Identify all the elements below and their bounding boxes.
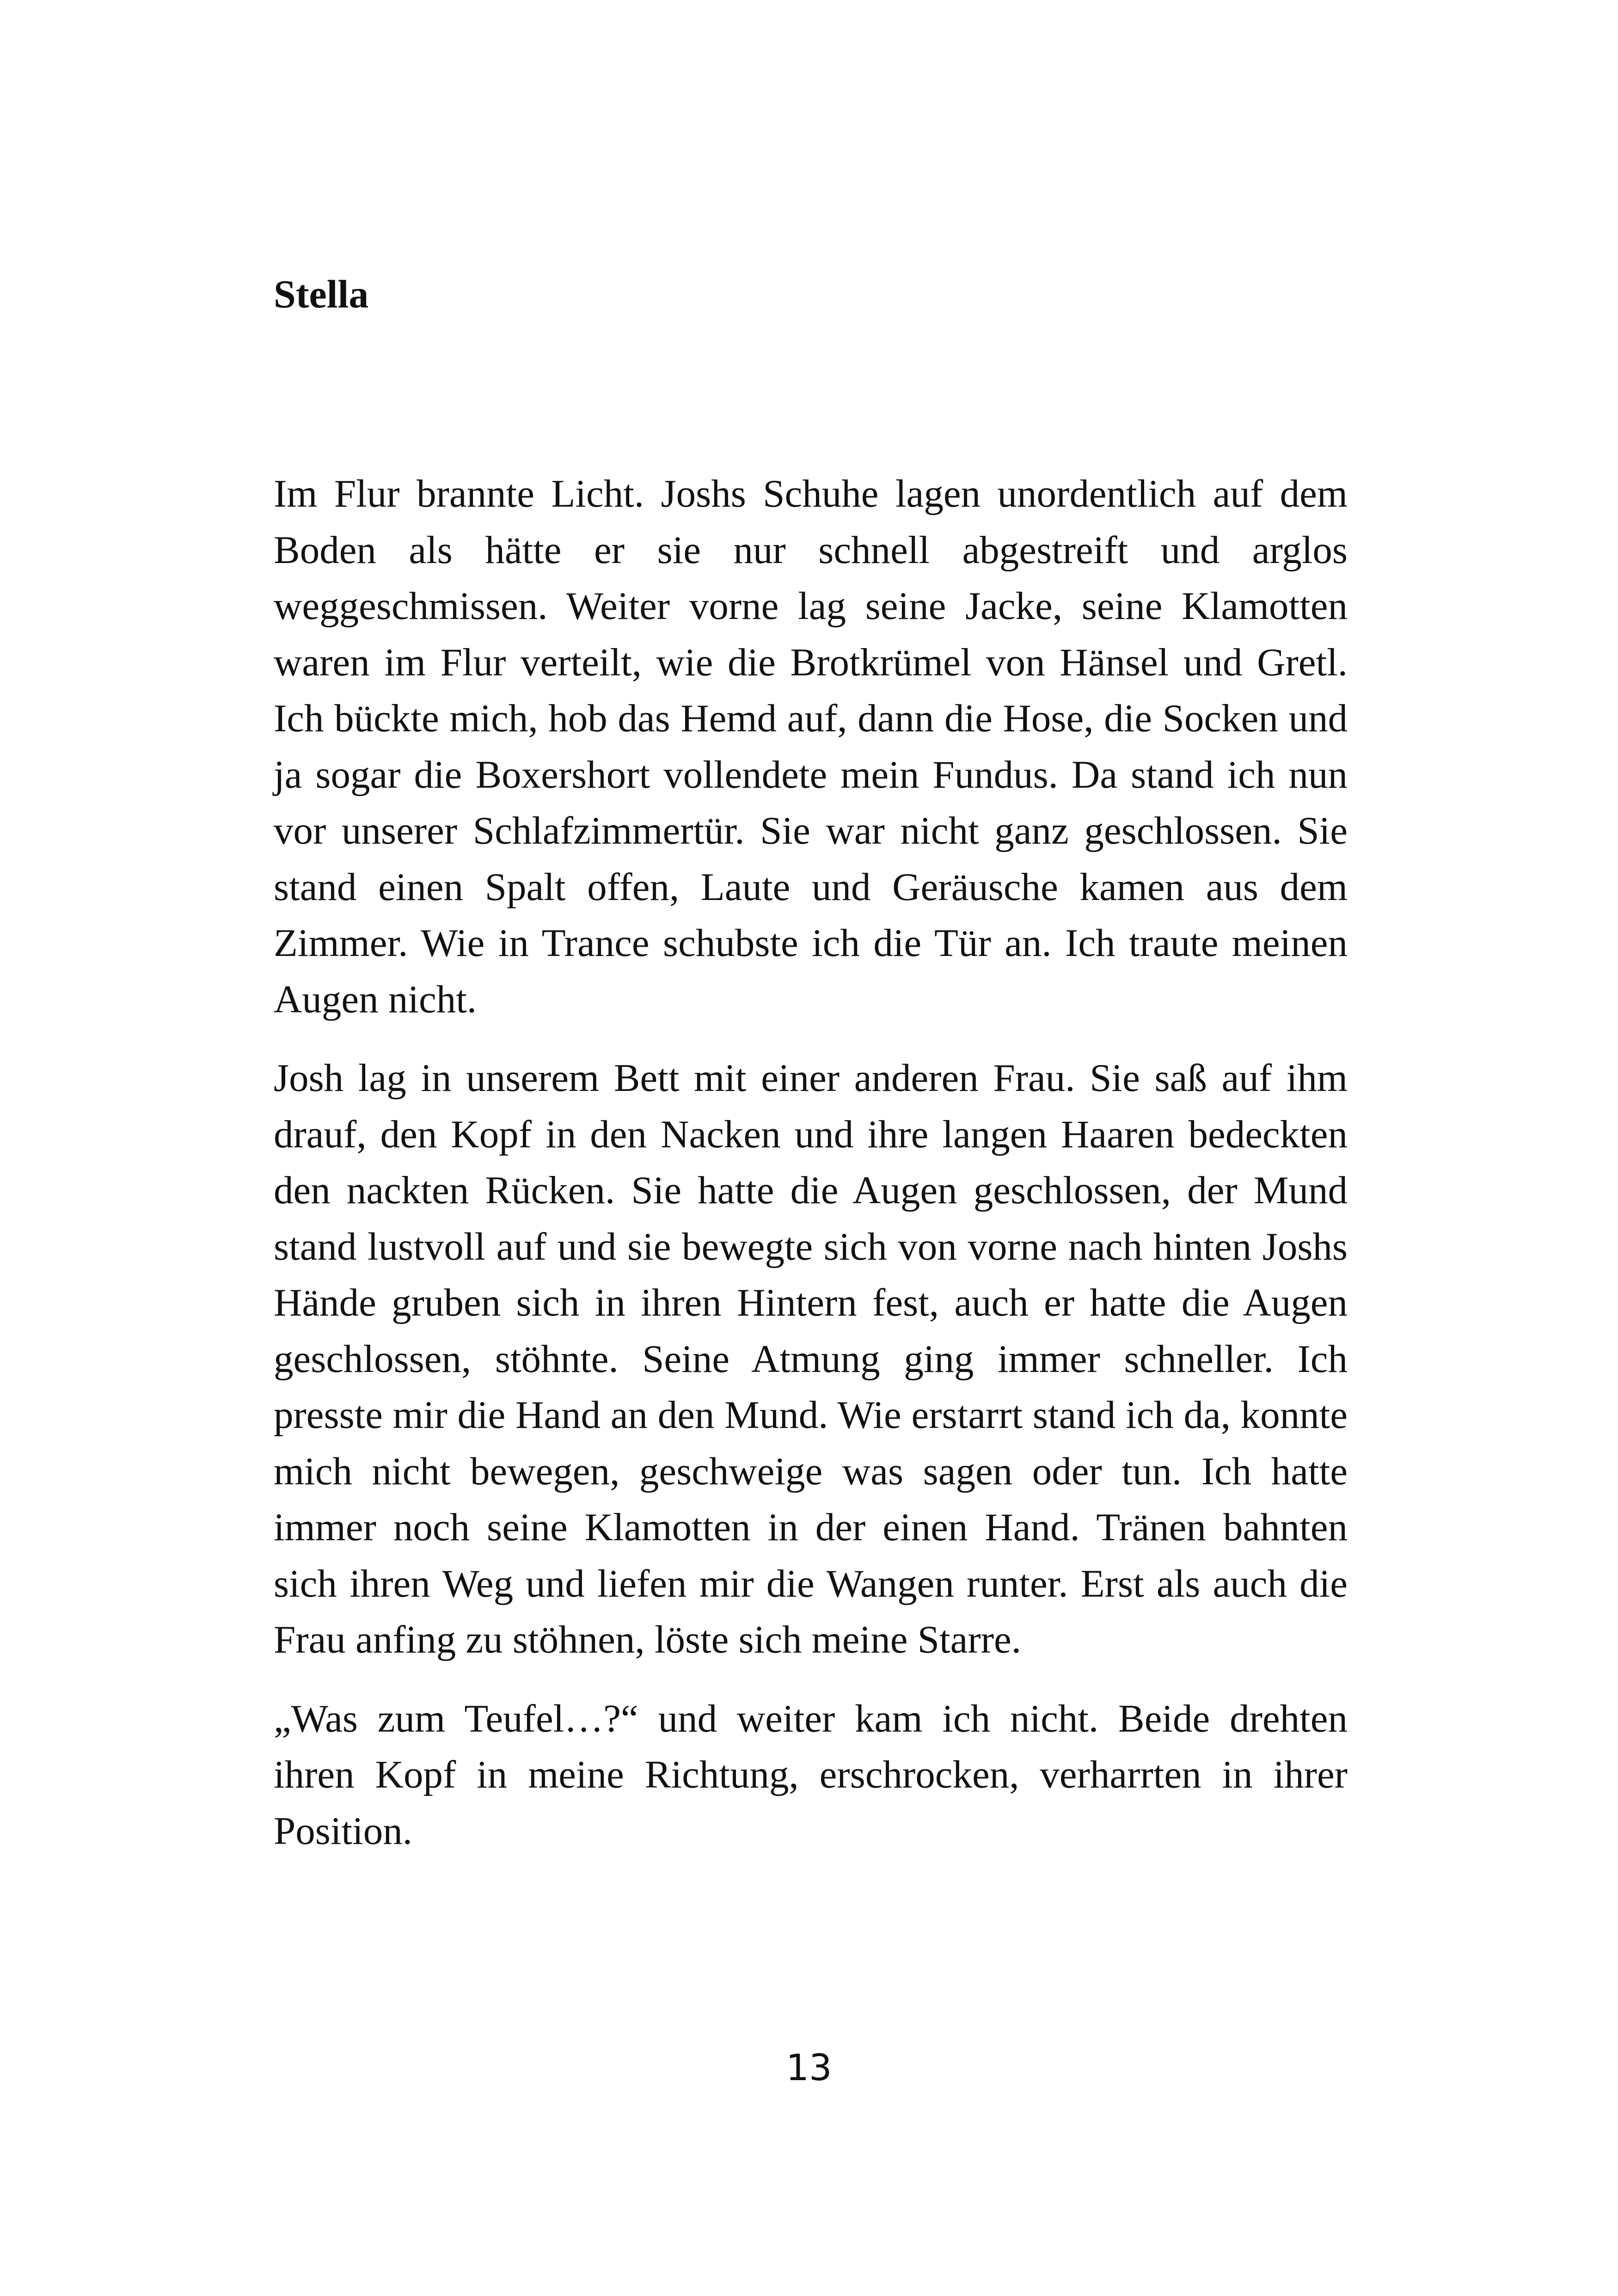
paragraph: „Was zum Teufel…?“ und weiter kam ich nicht. Beide drehten ihren Kopf in meine Richtung, erschrocken, verharrten in ihrer Position. xyxy=(274,1696,1348,1853)
body-text xyxy=(274,466,1348,1882)
paragraph: Josh lag in unserem Bett mit einer anderen Frau. Sie saß auf ihm drauf, den Kopf in den Nacken und ihre langen Haaren bedeckten den nackten Rücken. Sie hatte die Augen geschlossen, der Mund stand lustvoll auf und sie bewegte sich von vorne nach hinten Joshs Hände gruben sich in ihren Hintern fest, auch er hatte die Augen geschlossen, stöhnte. Seine Atmung ging immer schneller. Ich presste mir die Hand an den Mund. Wie erstarrt stand ich da, konnte mich nicht bewegen, geschweige was sagen oder tun. Ich hatte immer noch seine Klamotten in der einen Hand. Tränen bahnten sich ihren Weg und liefen mir die Wangen runter. Erst als auch die Frau anfing zu stöhnen, löste sich meine Starre. xyxy=(274,1056,1348,1661)
chapter-title: Stella xyxy=(274,272,369,316)
paragraph: Im Flur brannte Licht. Joshs Schuhe lagen unordentlich auf dem Boden als hätte er sie nur schnell abgestreift und arglos weggeschmissen. Weiter vorne lag seine Jacke, seine Klamotten waren im Flur verteilt, wie die Brotkrümel von Hänsel und Gretl. Ich bückte mich, hob das Hemd auf, dann die Hose, die Socken und ja sogar die Boxershort vollendete mein Fundus. Da stand ich nun vor unserer Schlafzimmertür. Sie war nicht ganz geschlossen. Sie stand einen Spalt offen, Laute und Geräusche kamen aus dem Zimmer. Wie in Trance schubste ich die Tür an. Ich traute meinen Augen nicht. xyxy=(274,472,1348,1021)
page-number: 13 xyxy=(786,2047,832,2089)
